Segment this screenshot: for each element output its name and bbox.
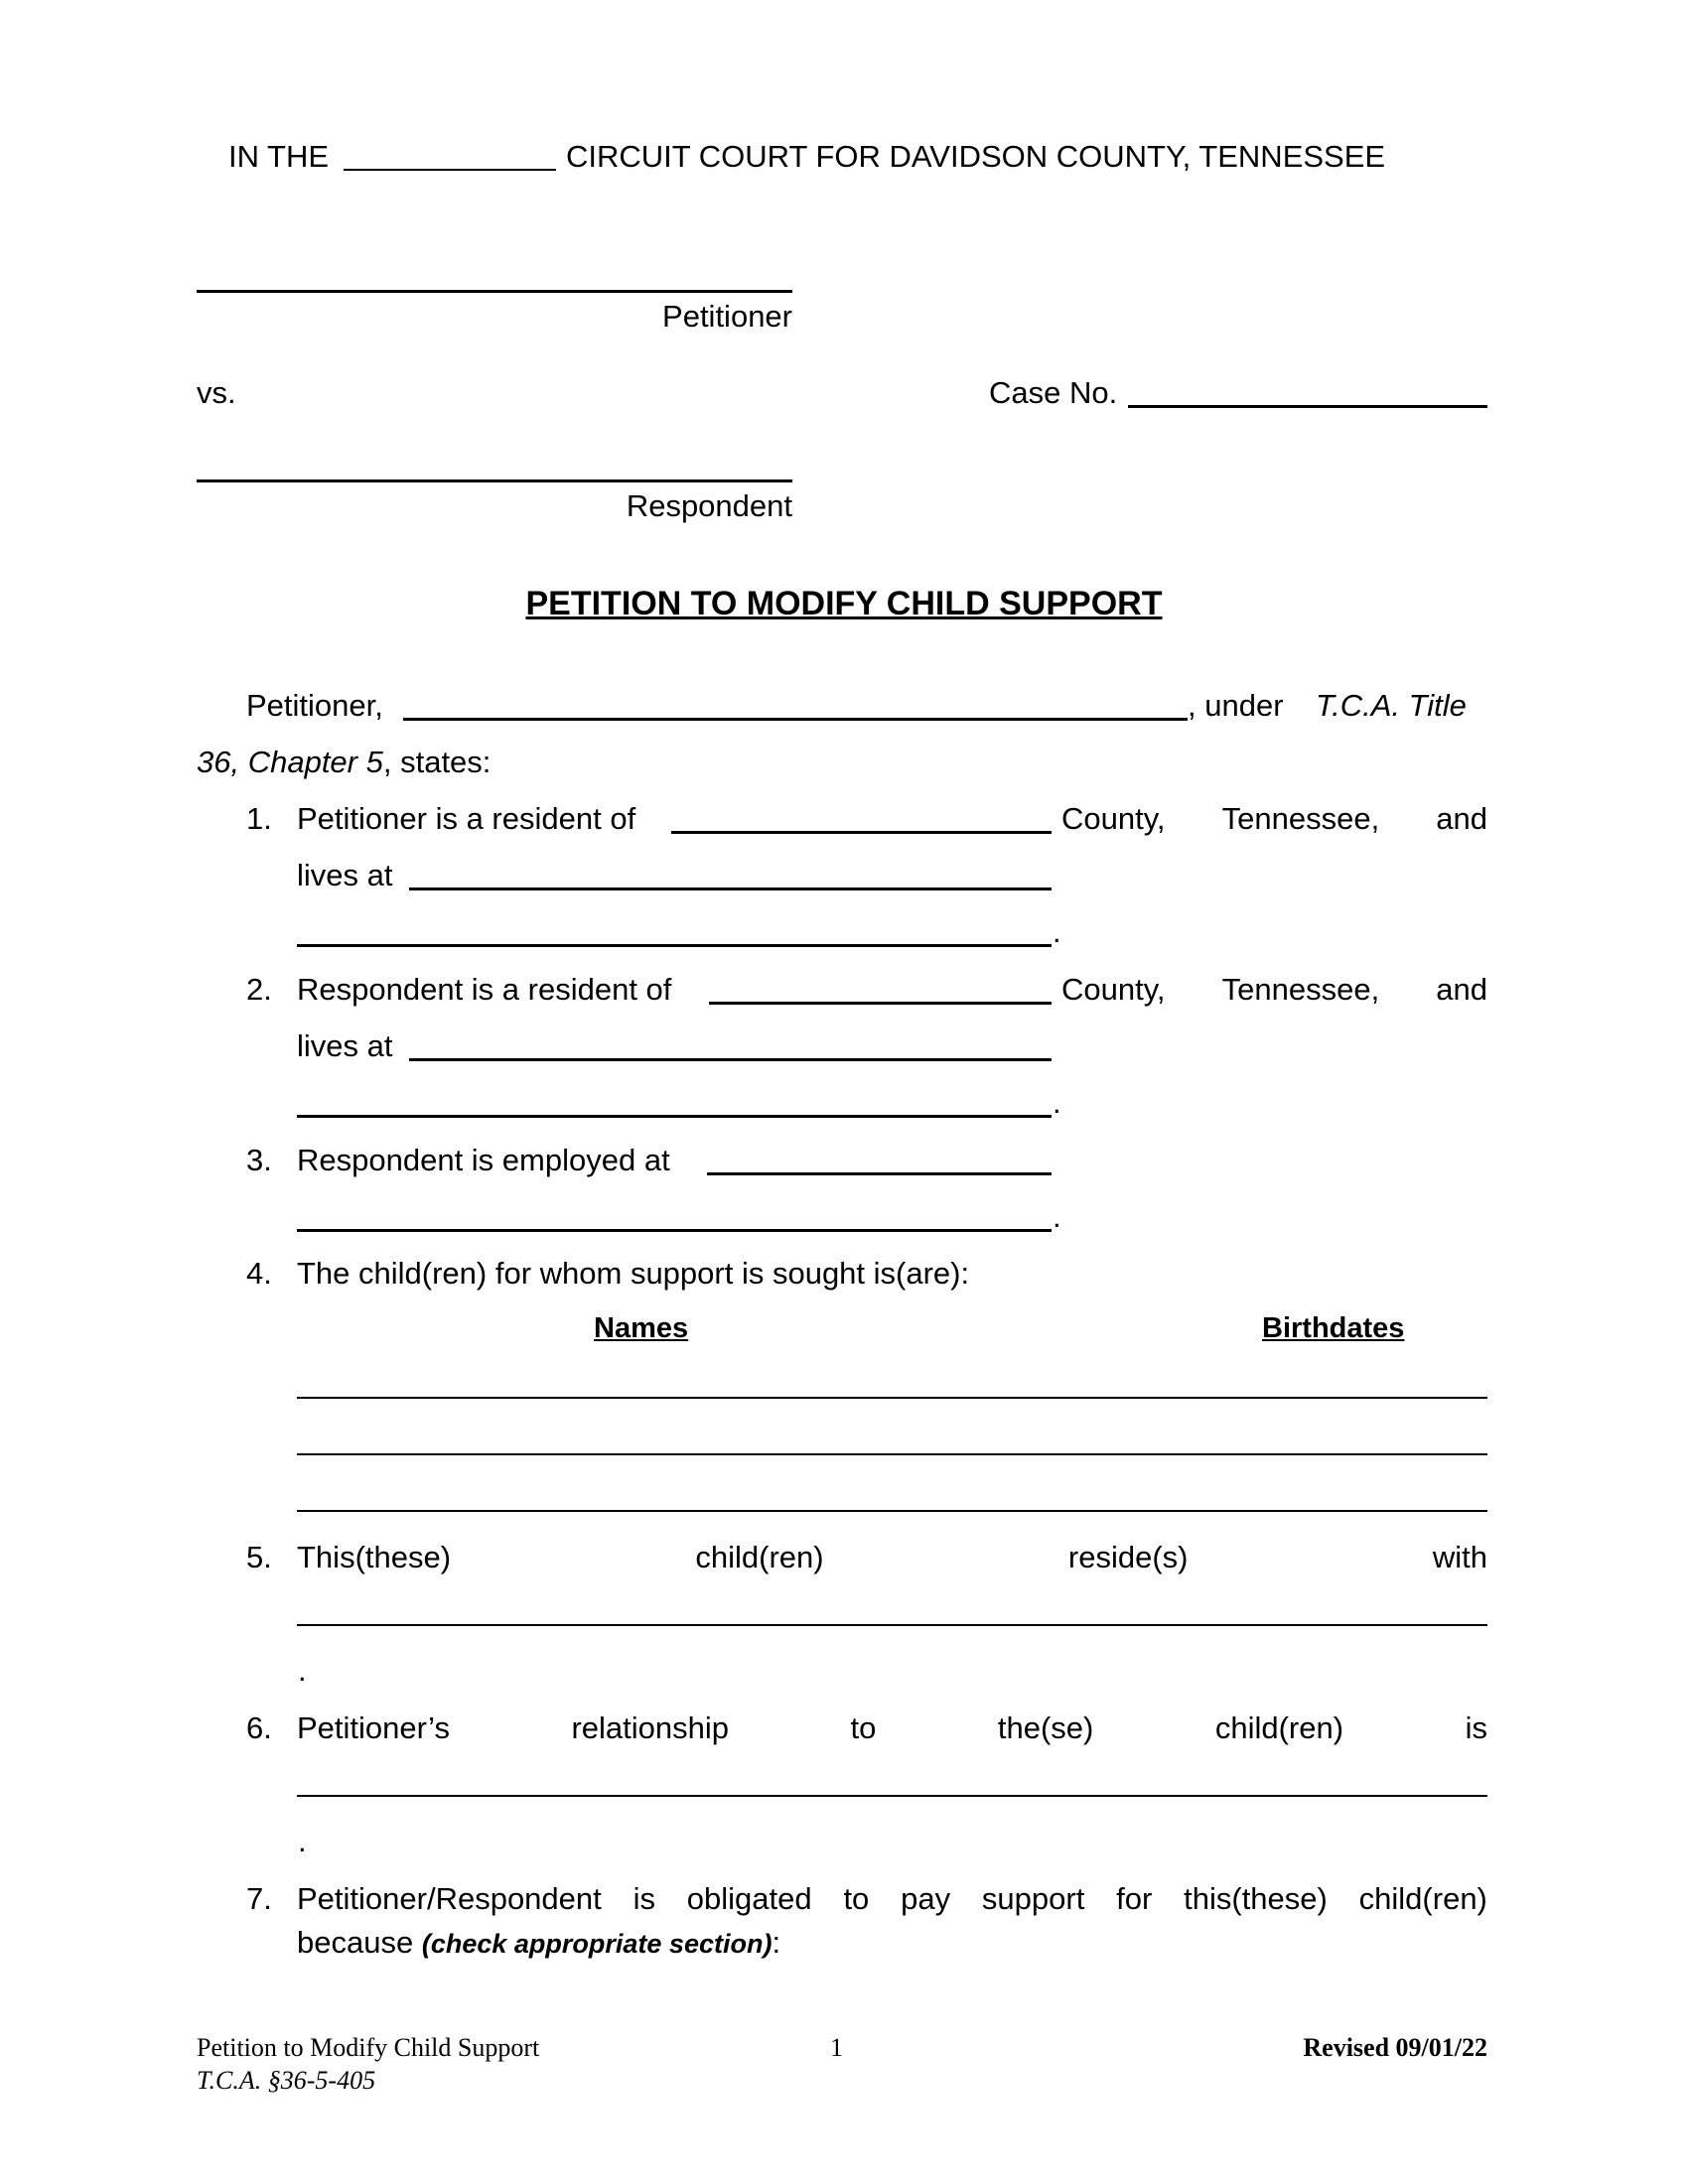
word: reside(s): [1067, 1540, 1189, 1574]
column-header-names: Names: [594, 1312, 689, 1344]
item-6-period: .: [298, 1824, 307, 1858]
word: County,: [1061, 801, 1166, 836]
item-3-period: .: [1053, 1199, 1061, 1234]
word: is: [633, 1881, 655, 1916]
respondent-name-blank[interactable]: [197, 479, 792, 482]
petitioner-label: Petitioner: [662, 299, 792, 334]
word: relationship: [571, 1710, 729, 1745]
item-5-number: 5.: [246, 1540, 272, 1574]
item-2-address-blank-2[interactable]: [297, 1115, 1052, 1118]
intro-petitioner-name-blank[interactable]: [403, 718, 1188, 721]
word: to: [843, 1881, 870, 1916]
intro-tca-title: T.C.A. Title: [1316, 688, 1467, 723]
item-3-lead: Respondent is employed at: [297, 1143, 670, 1177]
item-2-lives-at: lives at: [297, 1028, 393, 1063]
child-entry-line[interactable]: [297, 1510, 1487, 1512]
word: child(ren): [1358, 1881, 1487, 1916]
item-7-number: 7.: [246, 1881, 272, 1916]
footer-form-name: Petition to Modify Child Support: [197, 2033, 540, 2062]
item-7-text: [297, 1883, 1487, 1914]
item-1-lives-at: lives at: [297, 858, 393, 892]
intro-line-2: [197, 747, 491, 777]
item-7-line-2: [297, 1927, 780, 1958]
footer-page-number: 1: [830, 2033, 843, 2062]
word: This(these): [297, 1540, 452, 1574]
word: Tennessee,: [1221, 801, 1380, 836]
word: Petitioner/Respondent: [297, 1881, 602, 1916]
word: child(ren): [1214, 1710, 1344, 1745]
item-6-relationship-blank[interactable]: [297, 1795, 1487, 1797]
item-7-colon: :: [772, 1925, 781, 1960]
item-5-residence-blank[interactable]: [297, 1624, 1487, 1626]
word: this(these): [1184, 1881, 1328, 1916]
item-2-lead: Respondent is a resident of: [297, 972, 672, 1007]
court-name-blank[interactable]: [344, 169, 556, 171]
item-3-employer-blank-1[interactable]: [707, 1172, 1052, 1175]
item-5-text: [297, 1542, 1487, 1572]
column-header-birthdates: Birthdates: [1262, 1312, 1405, 1344]
word: to: [850, 1710, 877, 1745]
word: and: [1436, 972, 1487, 1007]
child-entry-line[interactable]: [297, 1397, 1487, 1399]
intro-petitioner-prefix: Petitioner,: [246, 688, 383, 723]
case-no-label: Case No.: [989, 375, 1118, 410]
item-2-address-blank-1[interactable]: [409, 1058, 1052, 1061]
item-7-because: because: [297, 1925, 414, 1960]
item-5-period: .: [298, 1653, 307, 1688]
word: with: [1432, 1540, 1487, 1574]
word: and: [1436, 801, 1487, 836]
footer-revised: Revised 09/01/22: [1303, 2033, 1487, 2062]
footer-statute: T.C.A. §36-5-405: [197, 2066, 376, 2095]
item-2-county-blank[interactable]: [709, 1002, 1052, 1005]
intro-states: , states:: [382, 745, 492, 779]
intro-chapter-ref: 36, Chapter 5: [197, 745, 383, 779]
item-6-text: [297, 1712, 1487, 1743]
document-title: PETITION TO MODIFY CHILD SUPPORT: [525, 585, 1163, 622]
item-1-number: 1.: [246, 801, 272, 836]
item-2-period: .: [1053, 1085, 1061, 1120]
item-2-trailing-words: [1061, 974, 1487, 1005]
item-4-lead: The child(ren) for whom support is sought is(are):: [297, 1256, 970, 1291]
word: Petitioner’s: [297, 1710, 450, 1745]
item-1-county-blank[interactable]: [671, 831, 1052, 834]
court-header-suffix: CIRCUIT COURT FOR DAVIDSON COUNTY, TENNESSEE: [566, 139, 1386, 174]
child-entry-line[interactable]: [297, 1453, 1487, 1455]
case-no-blank[interactable]: [1128, 405, 1487, 408]
word: obligated: [686, 1881, 812, 1916]
word: Tennessee,: [1221, 972, 1380, 1007]
item-4-number: 4.: [246, 1256, 272, 1291]
intro-under: , under: [1188, 688, 1284, 723]
item-1-lead: Petitioner is a resident of: [297, 801, 636, 836]
word: the(se): [997, 1710, 1094, 1745]
word: support: [981, 1881, 1085, 1916]
word: pay: [901, 1881, 951, 1916]
item-3-employer-blank-2[interactable]: [297, 1229, 1052, 1232]
item-6-number: 6.: [246, 1710, 272, 1745]
respondent-label: Respondent: [626, 488, 792, 523]
court-header-prefix: IN THE: [228, 139, 330, 174]
item-7-check-note: (check appropriate section): [421, 1929, 773, 1959]
item-1-address-blank-1[interactable]: [409, 887, 1052, 890]
item-1-period: .: [1053, 914, 1061, 949]
word: for: [1116, 1881, 1153, 1916]
item-3-number: 3.: [246, 1143, 272, 1177]
word: County,: [1061, 972, 1166, 1007]
petitioner-name-blank[interactable]: [197, 290, 792, 293]
item-1-trailing-words: [1061, 803, 1487, 834]
vs-label: vs.: [197, 375, 236, 410]
item-1-address-blank-2[interactable]: [297, 944, 1052, 947]
item-2-number: 2.: [246, 972, 272, 1007]
word: is: [1465, 1710, 1487, 1745]
word: child(ren): [695, 1540, 824, 1574]
